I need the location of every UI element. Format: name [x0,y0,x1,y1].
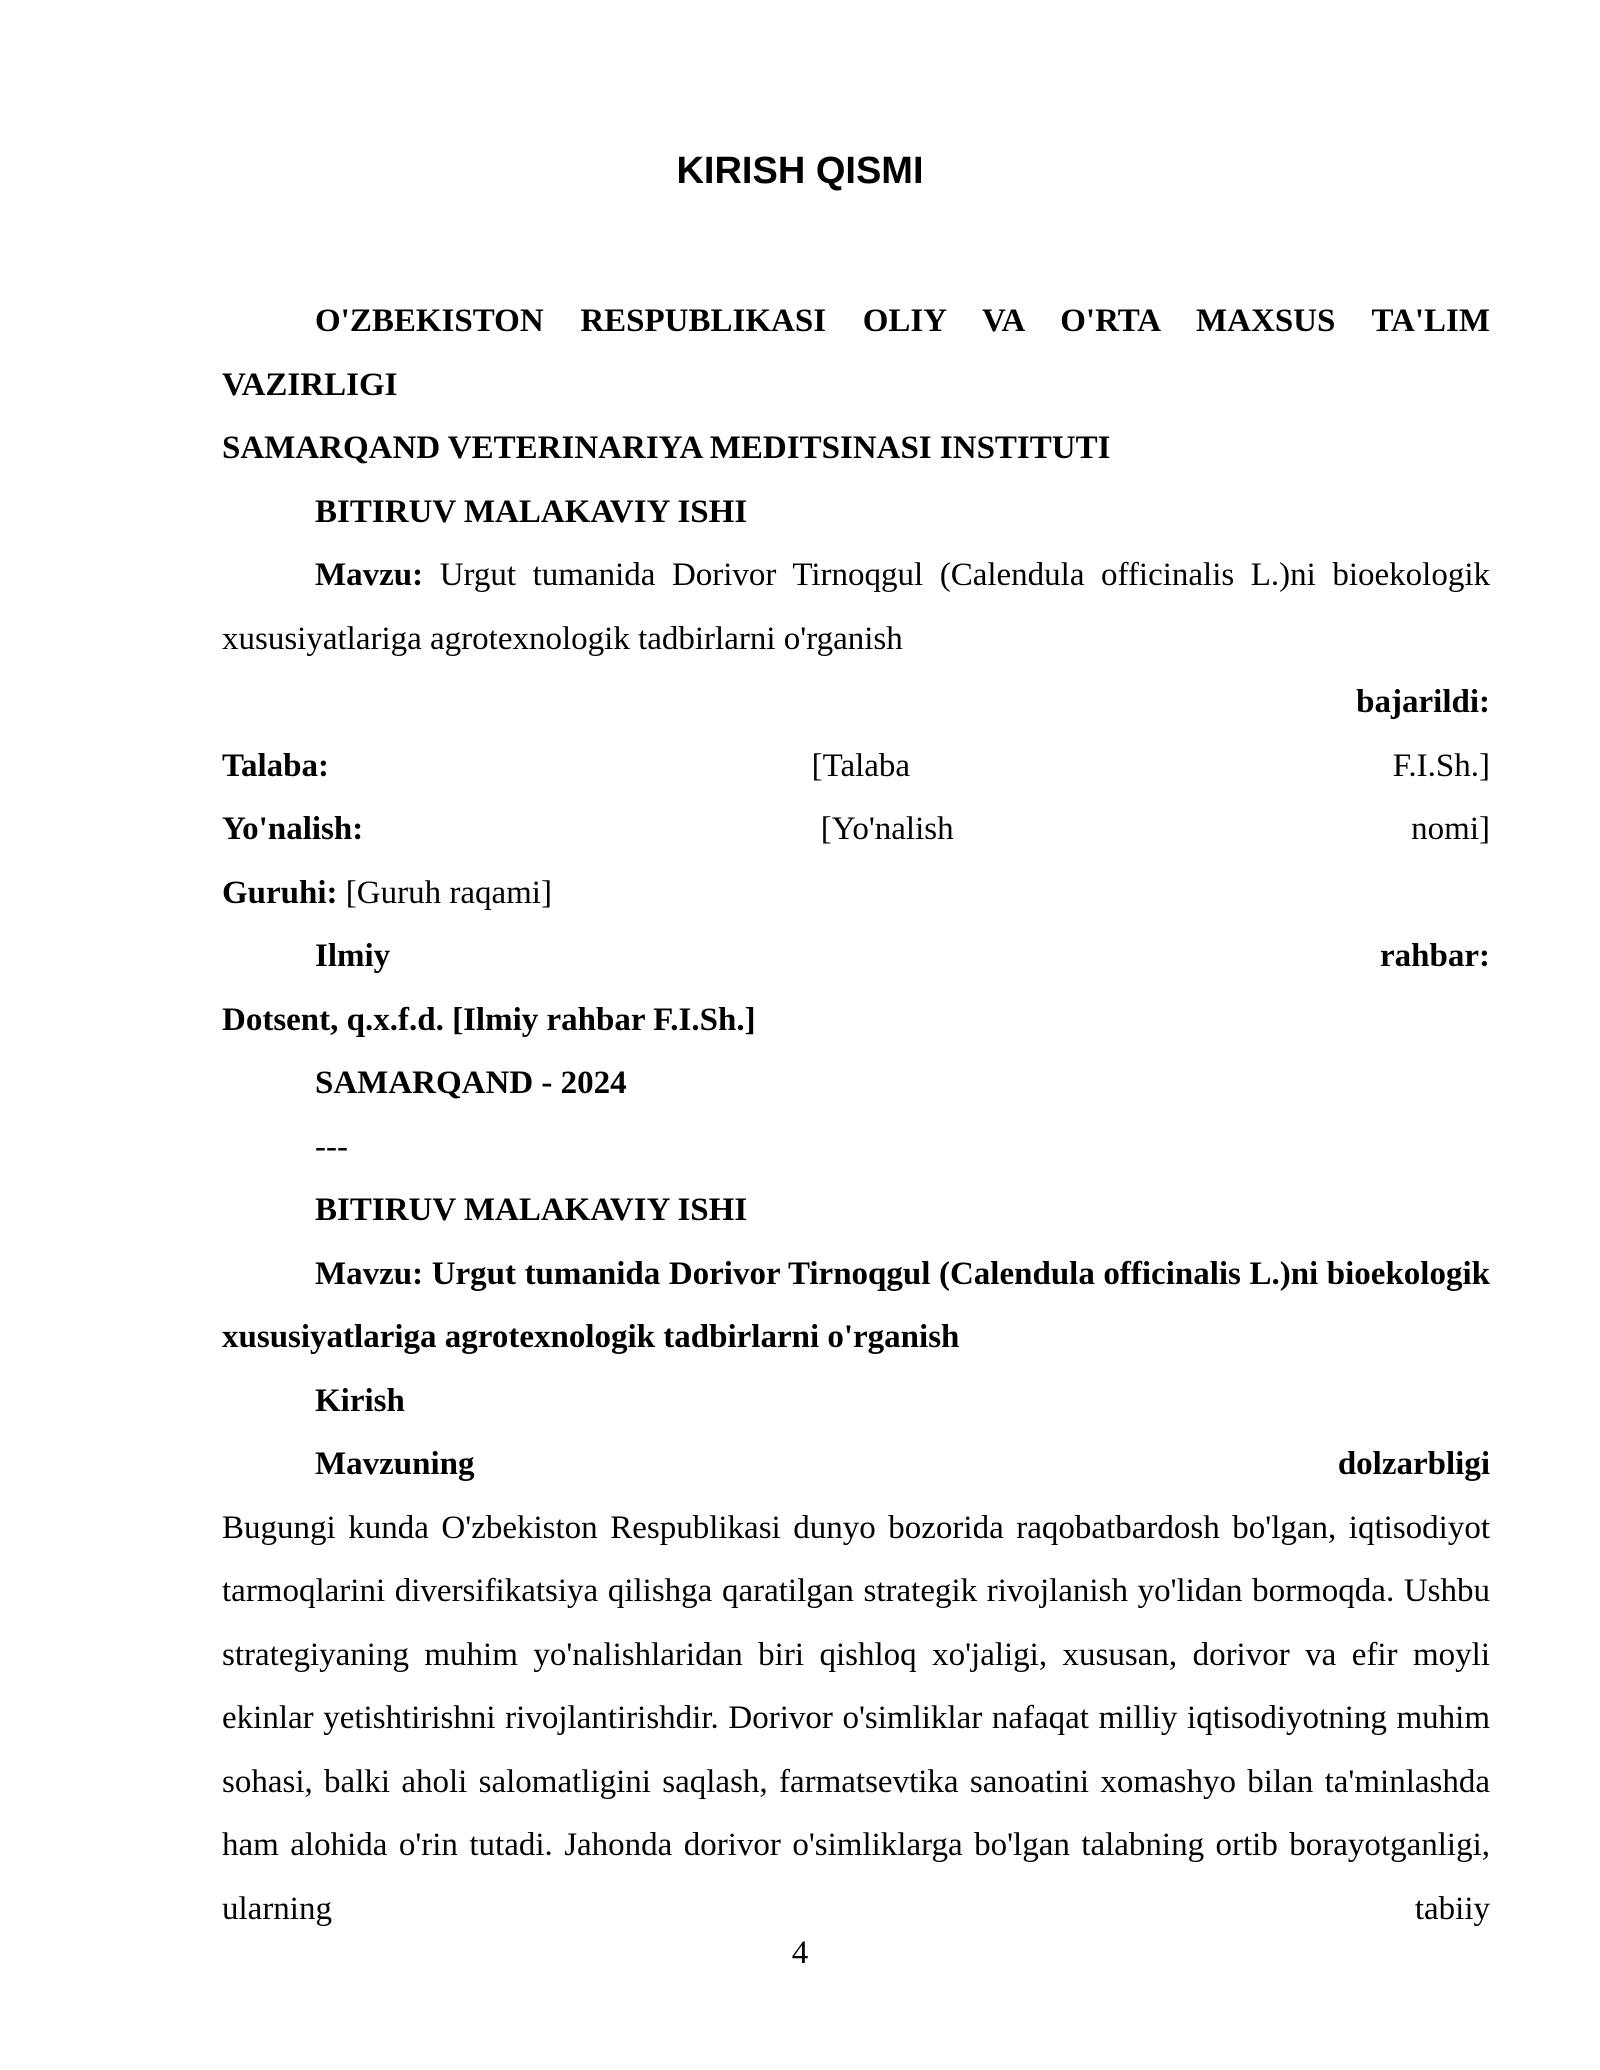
direction-row [222,798,1490,862]
student-row [222,735,1490,799]
completed-label: bajarildi: [1356,684,1490,720]
intro-heading: Kirish [315,1382,405,1419]
document-body [222,290,1490,1941]
work-type-heading: BITIRUV MALAKAVIY ISHI [315,493,748,530]
student-value-b: F.I.Sh.] [1392,747,1490,784]
group-value: [Guruh raqami] [345,874,552,911]
topic-label: Mavzu: [315,557,424,593]
page-number: 4 [791,1935,809,1971]
supervisor-label-a: Ilmiy [315,938,391,974]
relevance-word-b: dolzarbligi [1337,1446,1490,1482]
supervisor-row [222,925,1490,989]
direction-value-b: nomi] [1411,811,1490,847]
student-value-a: [Talaba [811,747,911,784]
relevance-word-a: Mavzuning [315,1446,475,1482]
work-type-heading-2: BITIRUV MALAKAVIY ISHI [315,1192,748,1228]
group-line [222,862,1490,926]
city-year: SAMARQAND - 2024 [315,1065,627,1101]
topic-text: Urgut tumanida Dorivor Tirnoqgul (Calendula officinalis L.)ni bioekologik xususiyatlariga agrotexnologik tadbirlarni o'rganish [222,557,1491,657]
topic-paragraph [222,544,1490,671]
institute-heading: SAMARQAND VETERINARIYA MEDITSINASI INSTITUTI [222,430,1111,466]
separator: --- [315,1128,348,1165]
page-title: KIRISH QISMI [676,150,924,192]
direction-label: Yo'nalish: [222,811,364,847]
relevance-heading [222,1433,1490,1497]
supervisor-label-b: rahbar: [1380,938,1490,974]
topic-paragraph-2: Mavzu: Urgut tumanida Dorivor Tirnoqgul (Calendula officinalis L.)ni bioekologik xususiyatlariga agrotexnologik tadbirlarni o'rganish [222,1255,1490,1355]
body-paragraph: Bugungi kunda O'zbekiston Respublikasi dunyo bozorida raqobatbardosh bo'lgan, iqtisodiyot tarmoqlarini diversifikatsiya qilishga qaratilgan strategik rivojlanish yo'lidan bormoqda. Ushbu strategiyaning muhim yo'nalishlaridan biri qishloq xo'jaligi, xususan, dorivor va efir moyli ekinlar yetishtirishni rivojlantirishdir. Dorivor o'simliklar nafaqat milliy iqtisodiyotning muhim sohasi, balki aholi salomatligini saqlash, farmatsevtika sanoatini xomashyo bilan ta'minlashda ham alohida o'rin tutadi. Jahonda dorivor o'simliklarga bo'lgan talabning ortib borayotganligi, ularning tabiiy [222,1509,1490,1927]
ministry-heading: O'ZBEKISTON RESPUBLIKASI OLIY VA O'RTA MAXSUS TA'LIM VAZIRLIGI [222,303,1490,403]
direction-value-a: [Yo'nalish [820,811,954,847]
group-label: Guruhi: [222,874,338,911]
supervisor-value: Dotsent, q.x.f.d. [Ilmiy rahbar F.I.Sh.] [222,1001,756,1038]
student-label: Talaba: [222,747,329,784]
